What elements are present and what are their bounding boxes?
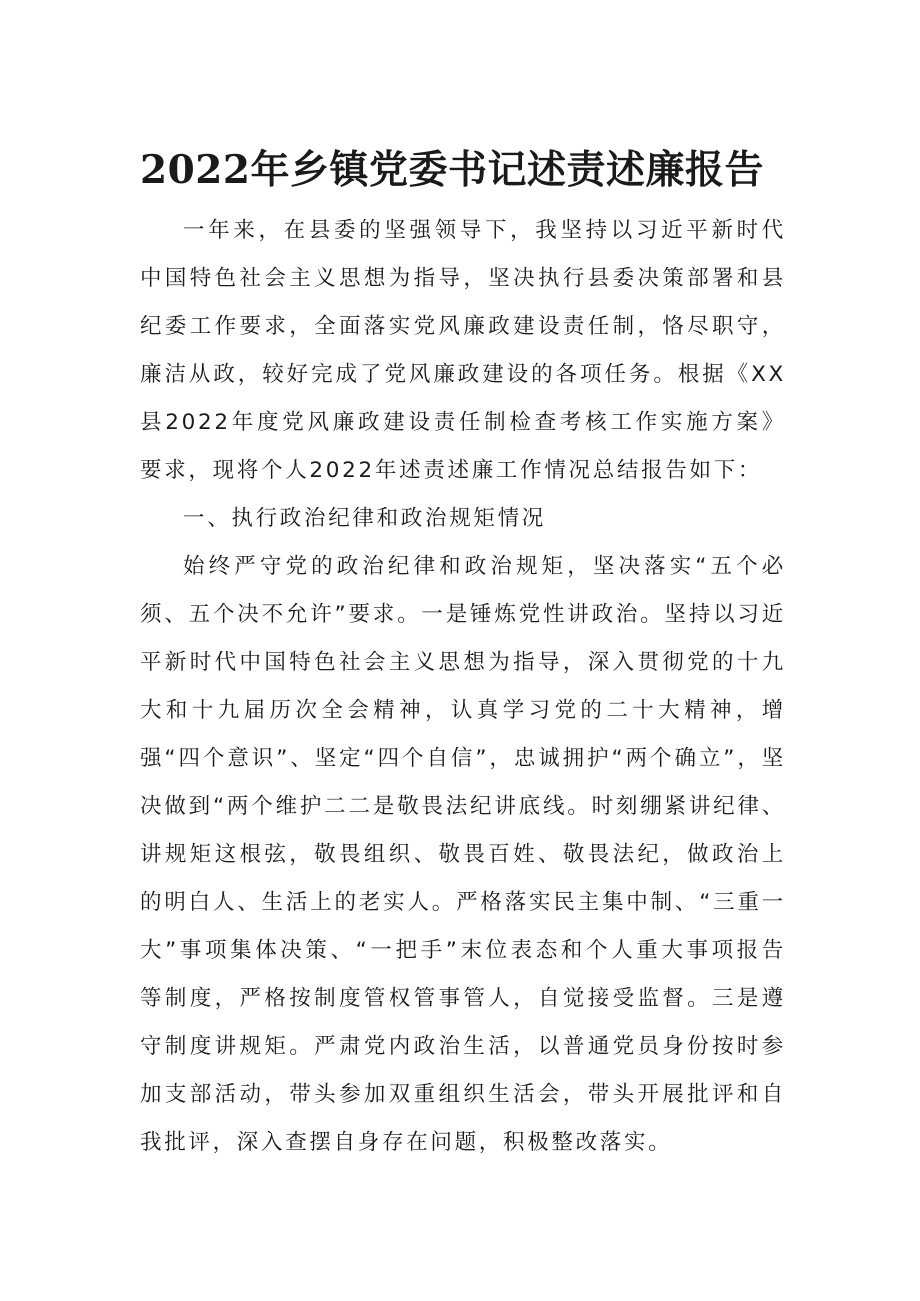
section-paragraph: 始终严守党的政治纪律和政治规矩，坚决落实“五个必须、五个决不允许”要求。一是锤炼党性讲政治。坚持以习近平新时代中国特色社会主义思想为指导，深入贯彻党的十九大和十九届历次全会精神，认真学习党的二十大精神，增强“四个意识”、坚定“四个自信”，忠诚拥护“两个确立”，坚决做到“两个维护二二是敬畏法纪讲底线。时刻绷紧讲纪律、讲规矩这根弦，敬畏组织、敬畏百姓、敬畏法纪，做政治上的明白人、生活上的老实人。严格落实民主集中制、“三重一大”事项集体决策、“一把手”末位表态和个人重大事项报告等制度，严格按制度管权管事管人，自觉接受监督。三是遵守制度讲规矩。严肃党内政治生活，以普通党员身份按时参加支部活动，带头参加双重组织生活会，带头开展批评和自我批评，深入查摆自身存在问题，积极整改落实。 [140,554,786,1155]
document-body [140,207,786,1167]
section-heading: 一、执行政治纪律和政治规矩情况 [183,506,547,531]
intro-paragraph: 一年来，在县委的坚强领导下，我坚持以习近平新时代中国特色社会主义思想为指导，坚决执行县委决策部署和县纪委工作要求，全面落实党风廉政建设责任制，恪尽职守，廉洁从政，较好完成了党风廉政建设的各项任务。根据《XX县2022年度党风廉政建设责任制检查考核工作实施方案》要求，现将个人2022年述责述廉工作情况总结报告如下： [140,218,786,483]
document-title: 2022年乡镇党委书记述责述廉报告 [140,147,765,193]
